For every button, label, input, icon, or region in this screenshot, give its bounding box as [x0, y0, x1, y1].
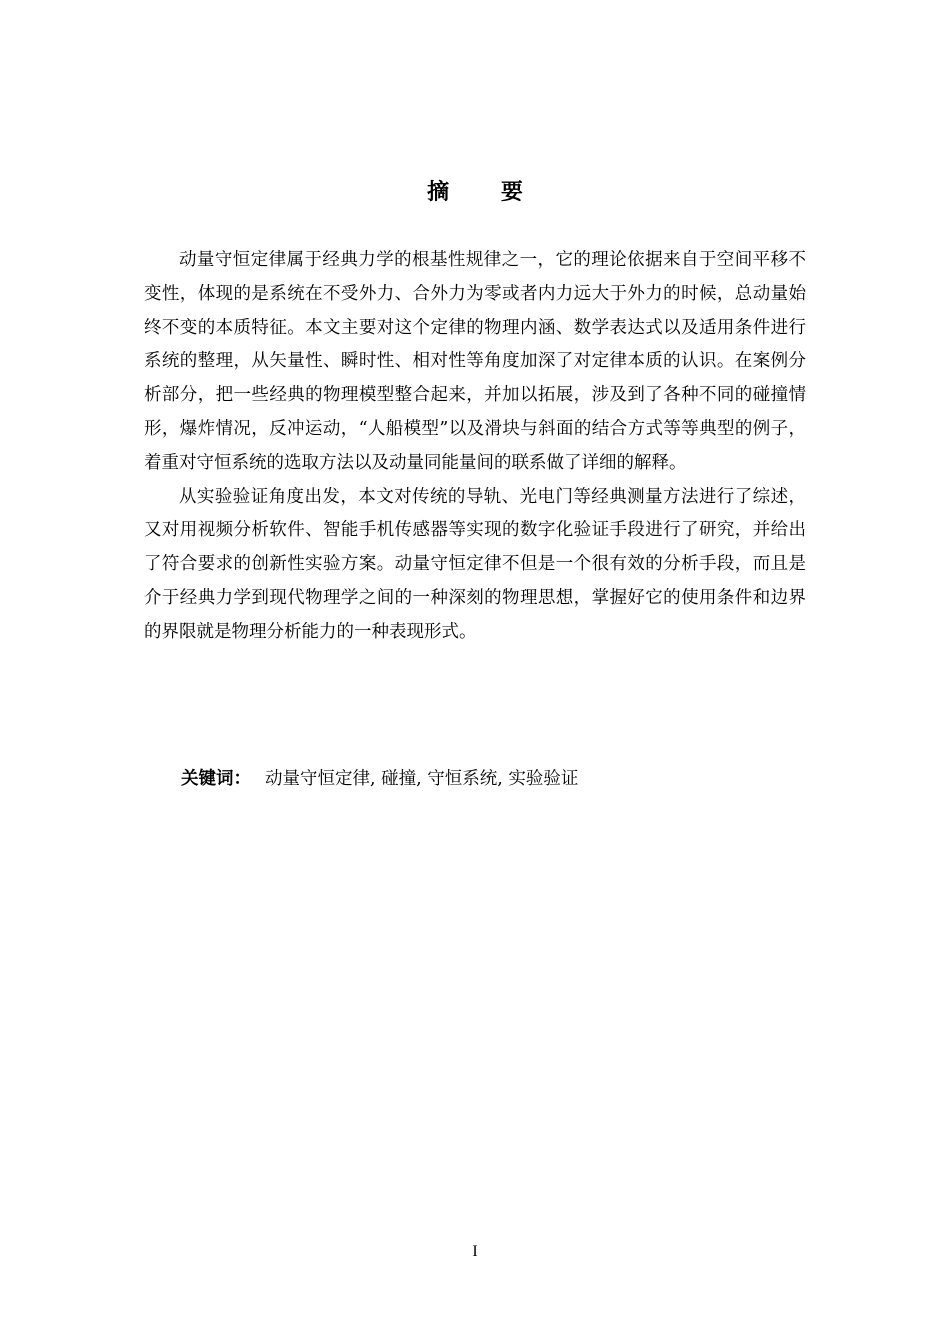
keywords-line [181, 764, 801, 794]
abstract-title: 摘 要 [427, 180, 545, 205]
abstract-paragraph-1: 动量守恒定律属于经典力学的根基性规律之一，它的理论依据来自于空间平移不变性，体现的是系统在不受外力、合外力为零或者内力远大于外力的时候，总动量始终不变的本质特征。本文主要对这个定律的物理内涵、数学表达式以及适用条件进行系统的整理，从矢量性、瞬时性、相对性等角度加深了对定律本质的认识。在案例分析部分，把一些经典的物理模型整合起来，并加以拓展，涉及到了各种不同的碰撞情形，爆炸情况，反冲运动，“人船模型”以及滑块与斜面的结合方式等等典型的例子，着重对守恒系统的选取方法以及动量同能量间的联系做了详细的解释。 [144, 250, 806, 473]
keywords-value: 动量守恒定律, 碰撞, 守恒系统, 实验验证 [265, 769, 579, 789]
page-number: I [472, 1243, 478, 1260]
keywords-label: 关键词： [181, 769, 251, 789]
abstract-paragraph-2: 从实验验证角度出发，本文对传统的导轨、光电门等经典测量方法进行了综述，又对用视频分析软件、智能手机传感器等实现的数字化验证手段进行了研究，并给出了符合要求的创新性实验方案。动量守恒定律不但是一个很有效的分析手段，而且是介于经典力学到现代物理学之间的一种深刻的物理思想，掌握好它的使用条件和边界的界限就是物理分析能力的一种表现形式。 [144, 486, 806, 642]
abstract-body [144, 244, 806, 650]
